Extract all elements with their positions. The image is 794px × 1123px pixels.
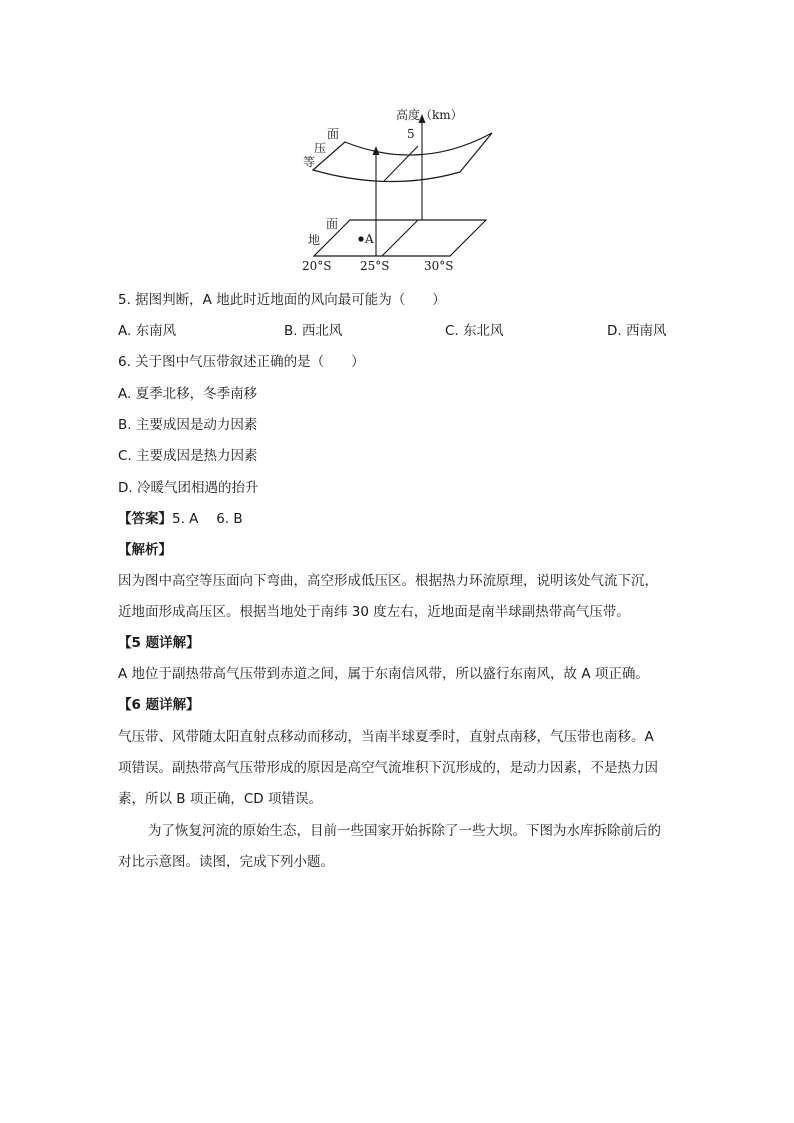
q6-option-d: D. 冷暖气团相遇的抬升 [118, 480, 259, 496]
detail-6-label: 【6 题详解】 [118, 697, 200, 713]
y-axis-label: 高度（km） [396, 108, 463, 122]
answer-label: 【答案】 [118, 511, 172, 527]
analysis-line-1: 因为图中高空等压面向下弯曲，高空形成低压区。根据热力环流原理，说明该处气流下沉， [118, 573, 658, 589]
question-6-stem: 6. 关于图中气压带叙述正确的是（ ） [118, 354, 365, 370]
q6-option-a: A. 夏季北移，冬季南移 [118, 386, 258, 402]
q5-option-c: C. 东北风 [445, 323, 504, 339]
ground-label-1: 面 [326, 217, 339, 231]
upper-label-2: 压 [314, 141, 327, 155]
point-a-label: A [365, 232, 374, 246]
detail-5-line-1: A 地位于副热带高气压带到赤道之间，属于东南信风带，所以盛行东南风，故 A 项正确。 [118, 666, 649, 682]
upper-label-3: 等 [303, 155, 316, 169]
answer-text: 5. A 6. B [172, 511, 243, 527]
lat-30s: 30°S [424, 259, 454, 273]
upper-divider [384, 146, 418, 181]
point-a-dot [358, 236, 363, 241]
isobaric-surface [313, 133, 492, 182]
detail-5-label: 【5 题详解】 [118, 635, 200, 651]
analysis-line-2: 近地面形成高压区。根据当地处于南纬 30 度左右，近地面是南半球副热带高气压带。 [118, 604, 630, 620]
ground-divider [382, 220, 418, 256]
intro-line-1: 为了恢复河流的原始生态，目前一些国家开始拆除了一些大坝。下图为水库拆除前后的 [148, 823, 661, 839]
diagram-svg [300, 100, 500, 280]
detail-6-line-2: 项错误。副热带高气压带形成的原因是高空气流堆积下沉形成的，是动力因素，不是热力因 [118, 760, 658, 776]
lat-20s: 20°S [302, 259, 332, 273]
question-5-stem: 5. 据图判断，A 地此时近地面的风向最可能为（ ） [118, 292, 446, 308]
y-axis-value: 5 [407, 127, 415, 141]
upper-label-1: 面 [327, 127, 340, 141]
lat-25s: 25°S [360, 259, 390, 273]
q5-option-a: A. 东南风 [118, 323, 177, 339]
ground-label-2: 地 [308, 233, 321, 247]
q6-option-b: B. 主要成因是动力因素 [118, 417, 258, 433]
q6-option-c: C. 主要成因是热力因素 [118, 448, 258, 464]
analysis-label: 【解析】 [118, 542, 172, 558]
detail-6-line-1: 气压带、风带随太阳直射点移动而移动，当南半球夏季时，直射点南移，气压带也南移。A [118, 729, 654, 745]
detail-6-line-3: 素，所以 B 项正确，CD 项错误。 [118, 791, 322, 807]
q5-option-d: D. 西南风 [607, 323, 667, 339]
intro-line-2: 对比示意图。读图，完成下列小题。 [118, 854, 334, 870]
q5-option-b: B. 西北风 [284, 323, 343, 339]
pressure-surface-diagram [300, 100, 500, 280]
answer-line [118, 509, 243, 529]
